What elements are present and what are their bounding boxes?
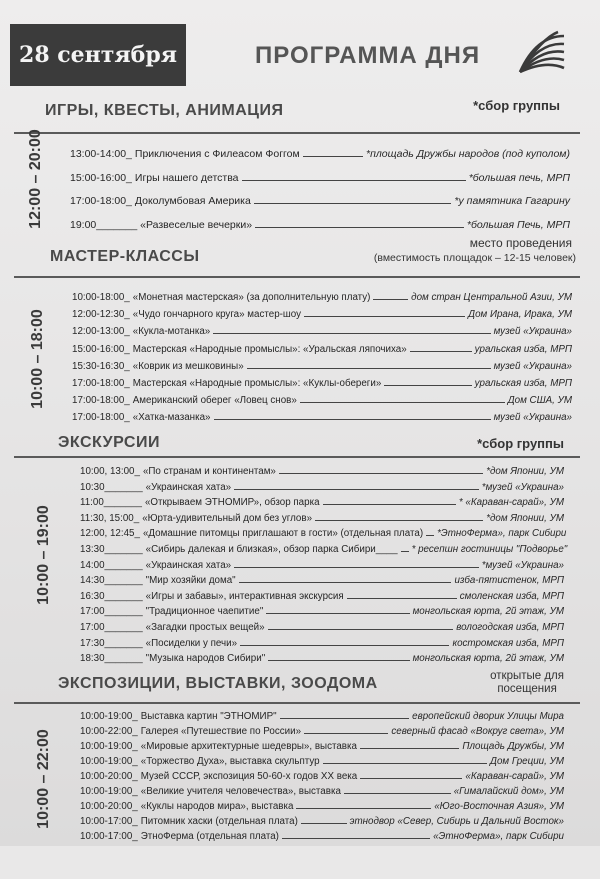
event-name: Доколумбовая Америка — [134, 195, 251, 207]
event-name: «Загадки простых вещей» — [145, 622, 265, 633]
event-name: ЭтноФерма (отдельная плата) — [140, 831, 279, 842]
event-time: 12:00-13:00_ — [72, 326, 130, 338]
section-subnote-master: (вместимость площадок – 12-15 человек) — [373, 252, 576, 264]
event-place: вологодская изба, МРП — [456, 622, 564, 633]
event-time: 10:00-22:00_ — [80, 726, 138, 737]
leader-line — [300, 402, 505, 403]
schedule-row — [80, 801, 564, 812]
event-place: «ЭтноФерма», парк Сибири — [433, 831, 564, 842]
time-range-games: 12:00 – 20:00 — [27, 129, 44, 229]
event-name: «Коврик из мешковины» — [132, 360, 244, 372]
event-place: *дом Японии, УМ — [486, 466, 564, 477]
leader-line — [426, 535, 434, 536]
event-time: 17:00-18:00_ — [72, 412, 130, 424]
event-time: 10:00-18:00_ — [72, 292, 130, 303]
leader-line — [234, 567, 479, 568]
leader-line — [360, 748, 459, 749]
event-time: 17:00_______ — [80, 606, 143, 618]
event-place: «Караван-сарай», УМ — [465, 771, 564, 782]
leader-line — [279, 473, 483, 474]
fan-logo-icon — [512, 30, 566, 78]
leader-line — [315, 520, 483, 521]
event-place: уральская изба, МРП — [474, 343, 572, 355]
event-place: Дом Ирана, Ирака, УМ — [468, 309, 572, 321]
schedule-row — [80, 513, 564, 524]
schedule-row — [80, 622, 564, 633]
event-place: монгольская юрта, 2й этаж, УМ — [412, 653, 564, 665]
leader-line — [280, 718, 410, 719]
event-place: *площадь Дружбы народов (под куполом) — [365, 148, 570, 160]
leader-line — [304, 316, 465, 317]
divider — [14, 456, 580, 458]
event-name: «Хатка-мазанка» — [132, 412, 211, 424]
schedule-row — [80, 771, 564, 782]
section-note-master: место проведения — [469, 236, 572, 250]
event-time: 15:30-16:30_ — [72, 360, 130, 372]
schedule-row — [72, 326, 572, 337]
event-place: монгольская юрта, 2й этаж, УМ — [412, 606, 564, 618]
event-time: 10:30_______ — [80, 481, 143, 493]
schedule-row — [80, 831, 564, 842]
schedule-row — [80, 544, 568, 555]
event-name: Музей СССР, экспозиция 50-60-х годов XX века — [140, 771, 358, 782]
event-time: 18:30_______ — [80, 653, 143, 665]
leader-line — [266, 613, 409, 614]
date-box: 28 сентября — [10, 24, 186, 86]
section-title-master: МАСТЕР-КЛАССЫ — [50, 248, 200, 265]
schedule-row — [80, 591, 564, 602]
event-time: 16:30_______ — [80, 590, 143, 602]
event-name: «Монетная мастерская» (за дополнительную плату) — [132, 292, 371, 303]
schedule-row — [80, 528, 567, 540]
event-place: *дом Японии, УМ — [486, 512, 564, 524]
event-name: «Торжество Духа», выставка скульптур — [140, 756, 320, 767]
event-name: "Музыка народов Сибири" — [145, 653, 266, 665]
leader-line — [268, 629, 454, 630]
event-place: Площадь Дружбы, УМ — [462, 741, 564, 752]
schedule-row — [70, 172, 570, 184]
schedule-row — [80, 497, 564, 508]
event-time: 10:00-20:00_ — [80, 771, 138, 782]
event-name: «Юрта-удивительный дом без углов» — [142, 512, 313, 524]
event-time: 10:00-19:00_ — [80, 741, 138, 752]
event-name: Питомник хаски (отдельная плата) — [140, 816, 298, 827]
event-place: * ресепшн гостиницы "Подворье" — [411, 544, 568, 555]
leader-line — [247, 368, 491, 369]
event-place: *ЭтноФерма», парк Сибири — [437, 528, 567, 540]
event-time: 15:00-16:00_ — [70, 171, 132, 184]
event-time: 15:00-16:00_ — [72, 343, 130, 355]
leader-line — [234, 489, 479, 490]
event-place: «Гималайский дом», УМ — [453, 786, 564, 797]
event-place: уральская изба, МРП — [474, 378, 572, 389]
event-name: «Кукла-мотанка» — [132, 326, 211, 338]
event-place: изба-пятистенок, МРП — [454, 575, 564, 587]
event-name: Приключения с Филеасом Фоггом — [134, 148, 300, 160]
event-time: 10:00-19:00_ — [80, 756, 138, 767]
event-place: *музей «Украина» — [481, 559, 564, 571]
schedule-row — [72, 309, 572, 320]
event-place: Дом США, УМ — [507, 395, 572, 407]
schedule-row — [70, 148, 570, 160]
event-place: дом стран Центральной Азии, УМ — [411, 292, 572, 303]
event-time: 17:00_______ — [80, 622, 143, 633]
leader-line — [360, 778, 462, 779]
time-range-expositions: 10:00 – 22:00 — [35, 729, 52, 829]
event-name: «Украинская хата» — [145, 481, 232, 493]
event-name: «Великие учителя человечества», выставка — [140, 786, 341, 797]
event-time: 14:00_______ — [80, 559, 143, 571]
schedule-row — [72, 378, 572, 389]
section-title-games: ИГРЫ, КВЕСТЫ, АНИМАЦИЯ — [45, 102, 284, 119]
schedule-row — [72, 412, 572, 423]
schedule-row — [72, 361, 572, 372]
leader-line — [239, 582, 452, 583]
schedule-row — [70, 195, 570, 207]
event-place: костромская изба, МРП — [452, 637, 564, 649]
section-title-expositions: ЭКСПОЗИЦИИ, ВЫСТАВКИ, ЗООДОМА — [58, 675, 378, 692]
event-place: музей «Украина» — [493, 326, 572, 338]
event-time: 12:00, 12:45_ — [80, 528, 140, 540]
event-name: «Сибирь далекая и близкая», обзор парка Сибири____ — [145, 544, 398, 555]
event-time: 19:00_______ — [70, 218, 138, 231]
leader-line — [242, 180, 466, 181]
leader-line — [254, 203, 452, 204]
schedule-row — [80, 653, 564, 664]
leader-line — [282, 838, 430, 839]
event-name: «Развеселые вечерки» — [140, 218, 253, 231]
event-time: 14:30_______ — [80, 575, 143, 587]
leader-line — [323, 504, 456, 505]
event-time: 12:00-12:30_ — [72, 309, 130, 321]
note-line-2: посещения — [497, 683, 557, 695]
section-note-expositions — [490, 670, 564, 696]
note-line-1: открытые для — [490, 670, 564, 682]
event-name: "Традиционное чаепитие" — [145, 606, 264, 618]
event-time: 11:30, 15:00_ — [80, 512, 140, 524]
schedule-row — [80, 711, 564, 722]
schedule-row — [80, 466, 564, 477]
event-name: Выставка картин "ЭТНОМИР" — [140, 711, 277, 722]
event-time: 13:00-14:00_ — [70, 148, 132, 160]
time-range-master: 10:00 – 18:00 — [29, 309, 46, 409]
event-time: 10:00-17:00_ — [80, 831, 138, 842]
leader-line — [344, 793, 451, 794]
event-time: 10:00-20:00_ — [80, 801, 138, 812]
event-place: северный фасад «Вокруг света», УМ — [391, 726, 564, 737]
schedule-row — [80, 638, 564, 649]
event-time: 17:00-18:00_ — [72, 378, 130, 389]
leader-line — [255, 227, 464, 228]
event-name: Игры нашего детства — [134, 171, 239, 184]
leader-line — [347, 598, 457, 599]
event-name: «Мировые архитектурные шедевры», выставка — [140, 741, 357, 752]
leader-line — [323, 763, 487, 764]
event-name: «Куклы народов мира», выставка — [140, 801, 294, 812]
event-time: 10:00, 13:00_ — [80, 466, 140, 477]
leader-line — [373, 299, 408, 300]
event-name: Галерея «Путешествие по России» — [140, 726, 302, 737]
event-place: этнодвор «Север, Сибирь и Дальний Восток» — [349, 816, 564, 827]
event-name: «Игры и забавы», интерактивная экскурсия — [145, 590, 344, 602]
event-time: 11:00_______ — [80, 497, 142, 509]
event-place: «Юго-Восточная Азия», УМ — [434, 801, 564, 812]
event-place: смоленская изба, МРП — [459, 590, 564, 602]
leader-line — [303, 156, 363, 157]
leader-line — [401, 551, 409, 552]
event-place: европейский дворик Улицы Мира — [412, 711, 564, 722]
schedule-row — [72, 292, 572, 303]
event-time: 10:00-17:00_ — [80, 816, 138, 827]
leader-line — [304, 733, 388, 734]
divider — [14, 702, 580, 704]
divider — [14, 132, 580, 134]
event-name: «Украинская хата» — [145, 559, 232, 571]
schedule-row — [80, 756, 564, 767]
event-name: «По странам и континентам» — [142, 466, 276, 477]
schedule-row — [70, 219, 570, 231]
schedule-row — [80, 575, 564, 586]
event-place: * «Караван-сарай», УМ — [458, 497, 564, 509]
event-name: "Мир хозяйки дома" — [145, 575, 236, 587]
leader-line — [214, 419, 491, 420]
leader-line — [268, 660, 409, 661]
event-name: «Посиделки у печи» — [145, 637, 238, 649]
schedule-row — [80, 786, 564, 797]
event-time: 10:00-19:00_ — [80, 711, 138, 722]
leader-line — [410, 351, 472, 352]
page-title: ПРОГРАММА ДНЯ — [255, 42, 481, 69]
schedule-row — [80, 560, 564, 571]
leader-line — [384, 385, 471, 386]
event-place: *большая печь, МРП — [468, 171, 570, 184]
event-time: 13:30_______ — [80, 544, 143, 555]
event-name: Мастерская «Народные промыслы»: «Куклы-обереги» — [132, 378, 382, 389]
divider — [14, 276, 580, 278]
event-place: музей «Украина» — [493, 412, 572, 424]
event-place: музей «Украина» — [493, 360, 572, 372]
event-name: «Открываем ЭТНОМИР», обзор парка — [144, 497, 320, 509]
leader-line — [213, 333, 490, 334]
event-name: «Домашние питомцы приглашают в гости» (отдельная плата) — [142, 528, 424, 540]
leader-line — [296, 808, 431, 809]
schedule-row — [80, 482, 564, 493]
schedule-row — [72, 344, 572, 355]
event-name: «Чудо гончарного круга» мастер-шоу — [132, 309, 302, 321]
schedule-row — [80, 606, 564, 617]
event-time: 17:30_______ — [80, 637, 143, 649]
event-name: Американский оберег «Ловец снов» — [132, 395, 297, 407]
section-title-excursions: ЭКСКУРСИИ — [58, 434, 160, 451]
section-note-games: *сбор группы — [473, 98, 560, 113]
event-time: 17:00-18:00_ — [72, 395, 130, 407]
schedule-row — [80, 816, 564, 827]
section-note-excursions: *сбор группы — [477, 436, 564, 451]
time-range-excursions: 10:00 – 19:00 — [35, 505, 52, 605]
event-name: Мастерская «Народные промыслы»: «Уральская ляпочиха» — [132, 343, 407, 355]
schedule-row — [80, 726, 564, 737]
event-place: *большая Печь, МРП — [466, 218, 570, 231]
event-time: 10:00-19:00_ — [80, 786, 138, 797]
schedule-row — [72, 395, 572, 406]
event-time: 17:00-18:00_ — [70, 195, 132, 207]
event-place: Дом Греции, УМ — [490, 756, 564, 767]
leader-line — [240, 645, 449, 646]
leader-line — [301, 823, 347, 824]
event-place: *музей «Украина» — [481, 481, 564, 493]
schedule-row — [80, 741, 564, 752]
event-place: *у памятника Гагарину — [454, 195, 570, 207]
